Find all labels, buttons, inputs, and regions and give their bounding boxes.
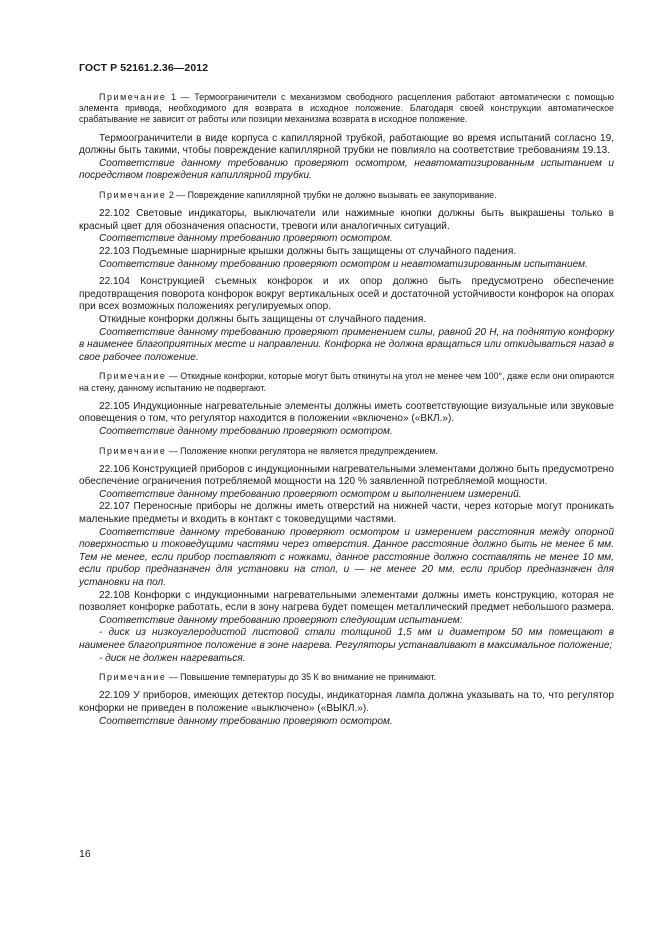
- note-label: Примечание: [99, 189, 167, 200]
- check-22-107: Соответствие данному требованию проверяют осмотром и измерением расстояния между опорной поверхностью и токоведущими частями через отверстия. Данное расстояние должно быть не менее 6 мм. Тем не менее, если прибор поставляют с ножками, данное расстояние должно составлять не менее 10 мм, если прибор предназначен для установки на стол, и — не менее 20 мм, если прибор предназначен для установки на пол.: [79, 526, 614, 589]
- note-label: Примечание: [99, 371, 167, 382]
- note-label: Примечание: [99, 672, 167, 683]
- check-capillary: Соответствие данному требованию проверяют осмотром, неавтоматизированным испытанием и посредством повреждения капиллярной трубки.: [79, 157, 614, 182]
- note-1: [79, 92, 614, 126]
- note-label: Примечание: [99, 92, 167, 102]
- clause-22-103: 22.103 Подъемные шарнирные крышки должны быть защищены от случайного падения.: [99, 245, 517, 257]
- note-3-text: — Откидные конфорки, которые могут быть откинуты на угол не менее чем 100°, даже если они опираются на стену, данному испытанию не подвергают.: [79, 371, 614, 393]
- document-header: ГОСТ Р 52161.2.36—2012: [79, 62, 209, 74]
- note-2: [79, 190, 614, 201]
- check-22-104: Соответствие данному требованию проверяют применением силы, равной 20 Н, на поднятую конфорку в наименее благоприятных месте и направлении. Конфорка не должна вращаться или откидываться назад в свое рабочее положение.: [79, 326, 614, 363]
- paragraph-capillary: Термоограничители в виде корпуса с капиллярной трубкой, работающие во время испытаний согласно 19, должны быть такими, чтобы повреждение капиллярной трубки не повлияло на соответствие требованиям 19.13.: [79, 132, 614, 157]
- clause-22-107: 22.107 Переносные приборы не должны иметь отверстий на нижней части, через которые могут проникать маленькие предметы и входить в контакт с токоведущими частями.: [79, 501, 614, 526]
- note-4-text: — Положение кнопки регулятора не является предупреждением.: [168, 445, 438, 456]
- clause-22-105: 22.105 Индукционные нагревательные элементы должны иметь соответствующие визуальные или звуковые оповещения о том, что регулятор находится в положении «включено» («ВКЛ.»).: [79, 400, 614, 425]
- check-22-106: Соответствие данному требованию проверяют осмотром и выполнением измерений.: [99, 488, 522, 500]
- clause-22-108: 22.108 Конфорки с индукционными нагревательными элементами должны иметь конструкцию, которая не позволяет конфорке работать, если в зону нагрева будет помещен металлический предмет небольшого размера.: [79, 589, 614, 614]
- note-4: [79, 446, 614, 457]
- check-22-103: Соответствие данному требованию проверяют осмотром и неавтоматизированным испытанием.: [99, 258, 588, 270]
- check-22-102: Соответствие данному требованию проверяют осмотром.: [99, 233, 393, 245]
- note-2-text: 2 — Повреждение капиллярной трубки не должно вызывать ее закупоривание.: [168, 189, 497, 200]
- clause-22-102: 22.102 Световые индикаторы, выключатели или нажимные кнопки должны быть выкрашены только в красный цвет для обозначения опасности, тревоги или аналогичных ситуаций.: [79, 208, 614, 232]
- note-5: [79, 672, 614, 683]
- check-22-108-item-1: - диск из низкоуглеродистой листовой стали толщиной 1,5 мм и диаметром 50 мм помещают в наименее благоприятное положение в зоне нагрева. Регуляторы устанавливают в максимальное положение;: [79, 627, 614, 652]
- note-label: Примечание: [99, 445, 167, 456]
- note-1-text: 1 — Термоограничители с механизмом свободного расцепления работают автоматически с помощью элемента привода, необходимого для возврата в исходное положение. Благодаря своей конструкции автоматическое срабатывание не зависит от работы или позиции механизма возврата в исходное положение.: [79, 92, 614, 125]
- page-number: 16: [79, 848, 91, 860]
- note-5-text: — Повышение температуры до 35 К во внимание не принимают.: [168, 672, 436, 683]
- page-content: [79, 92, 614, 728]
- clause-22-106: 22.106 Конструкцией приборов с индукционными нагревательными элементами должно быть предусмотрено обеспечение ограничения потребляемой мощности на 120 % заявленной потребляемой мощности.: [79, 463, 614, 488]
- check-22-108: Соответствие данному требованию проверяют следующим испытанием:: [99, 614, 463, 626]
- clause-22-104: 22.104 Конструкцией съемных конфорок и их опор должно быть предусмотрено обеспечение предотвращения поворота конфорок вокруг вертикальных осей и достаточной устойчивости конфорок на опорах при всех возможных положениях регулируемых опор.: [79, 276, 614, 313]
- clause-22-104-b: Откидные конфорки должны быть защищены от случайного падения.: [99, 313, 427, 325]
- check-22-105: Соответствие данному требованию проверяют осмотром.: [99, 425, 393, 437]
- check-22-109: Соответствие данному требованию проверяют осмотром.: [99, 715, 393, 727]
- check-22-108-item-2: - диск не должен нагреваться.: [99, 652, 246, 664]
- clause-22-109: 22.109 У приборов, имеющих детектор посуды, индикаторная лампа должна указывать на то, что регулятор конфорки не приведен в положение «выключено» («ВЫКЛ.»).: [79, 690, 614, 714]
- note-3: [79, 371, 614, 393]
